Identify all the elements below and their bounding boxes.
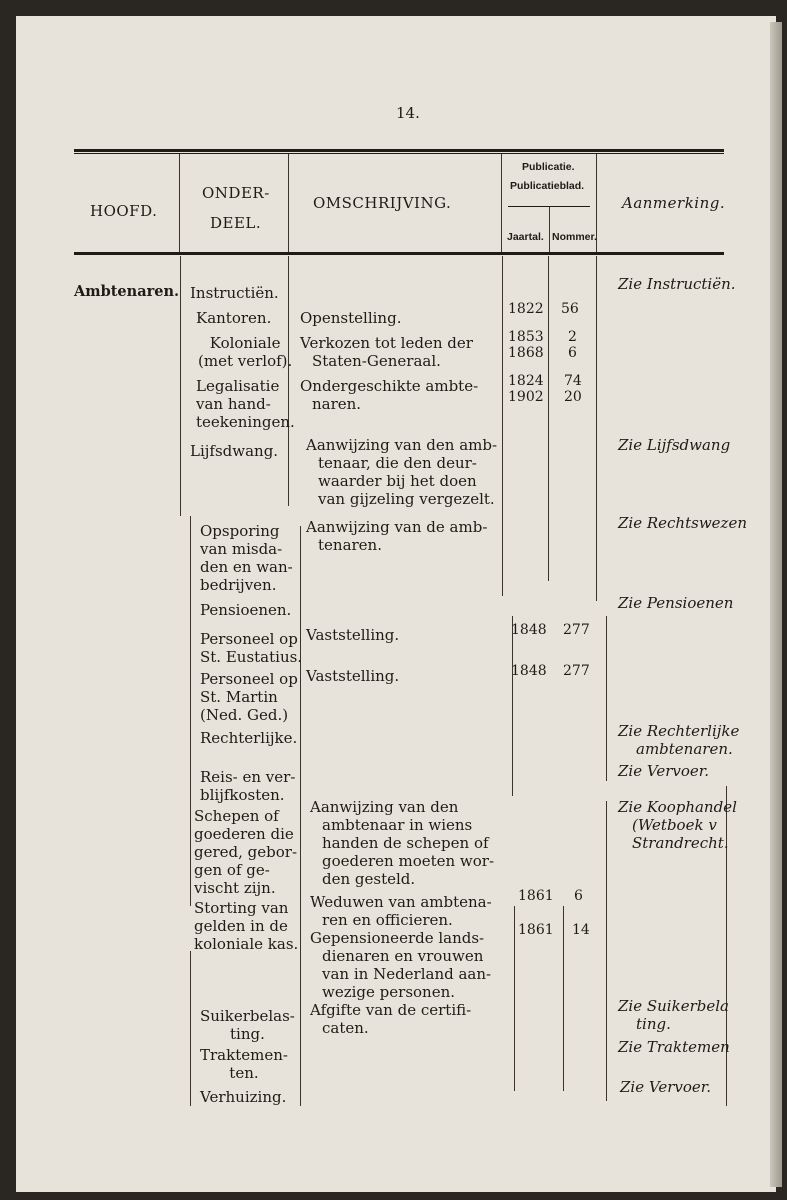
sub-eustatius: Personeel op St. Eustatius. (200, 630, 303, 666)
remark-pensioenen: Zie Pensioenen (618, 594, 734, 612)
year-eustatius: 1848 (511, 622, 547, 638)
header-top-rule (74, 149, 724, 152)
sub-storting: Storting van gelden in de koloniale kas. (194, 899, 299, 953)
year-storting-2: 1861 (518, 922, 554, 938)
header-jaartal: Jaartal. (507, 231, 544, 243)
remark-lijfsdwang: Zie Lijfsdwang (618, 436, 731, 454)
no-martin: 277 (563, 663, 590, 679)
no-legalisatie: 74 20 (564, 373, 582, 405)
year-kantoren: 1822 (508, 301, 544, 317)
remark-traktementen: Zie Traktemen (618, 1038, 730, 1056)
header-publicatieblad: Publicatieblad. (510, 180, 585, 192)
desc-suikerbelasting: Afgifte van de certifi- caten. (310, 1001, 472, 1037)
sub-traktementen: Traktemen- ten. (200, 1046, 288, 1082)
year-koloniale: 1853 1868 (508, 329, 544, 361)
remark-suikerbelasting: Zie Suikerbela ting. (618, 997, 729, 1033)
sub-rechterlijke: Rechterlijke. (200, 729, 298, 747)
remark-rechterlijke: Zie Rechterlijke ambtenaren. (618, 722, 740, 758)
header-hoofd: HOOFD. (90, 202, 158, 220)
sub-legalisatie: Legalisatie van hand- teekeningen. (196, 377, 295, 431)
no-kantoren: 56 (561, 301, 579, 317)
desc-storting-weduwen: Weduwen van ambtena- ren en officieren. (310, 893, 492, 929)
desc-kantoren: Openstelling. (300, 309, 402, 327)
desc-lijfsdwang: Aanwijzing van den amb- tenaar, die den deur- waarder bij het doen van gijzeling vergezelt. (306, 436, 498, 508)
no-storting-1: 6 (574, 888, 583, 904)
page-edge (770, 22, 782, 1187)
page-number: 14. (396, 104, 420, 122)
desc-koloniale: Verkozen tot leden der Staten-Generaal. (300, 334, 473, 370)
desc-eustatius: Vaststelling. (306, 626, 400, 644)
desc-schepen: Aanwijzing van den ambtenaar in wiens handen de schepen of goederen moeten wor- den gesteld. (310, 798, 495, 888)
no-eustatius: 277 (563, 622, 590, 638)
year-legalisatie: 1824 1902 (508, 373, 544, 405)
header-onderdeel-2: DEEL. (210, 214, 262, 232)
remark-instructien: Zie Instructiën. (618, 275, 736, 293)
document-page (16, 16, 776, 1192)
sub-suikerbelasting: Suikerbelas- ting. (200, 1007, 295, 1043)
year-storting-1: 1861 (518, 888, 554, 904)
remark-reis: Zie Vervoer. (618, 762, 710, 780)
desc-storting-gepensioneerde: Gepensioneerde lands- dienaren en vrouwen van in Nederland aan- wezige personen. (310, 929, 492, 1001)
sub-verhuizing: Verhuizing. (200, 1088, 287, 1106)
year-martin: 1848 (511, 663, 547, 679)
remark-verhuizing: Zie Vervoer. (620, 1078, 712, 1096)
header-onderdeel-1: ONDER- (202, 184, 270, 202)
sub-koloniale: Koloniale (met verlof). (198, 334, 293, 370)
header-omschrijving: OMSCHRIJVING. (313, 194, 452, 212)
header-publicatie: Publicatie. (522, 161, 575, 173)
sub-lijfsdwang: Lijfsdwang. (190, 442, 279, 460)
header-nommer: Nommer. (552, 231, 597, 243)
desc-legalisatie: Ondergeschikte ambte- naren. (300, 377, 479, 413)
desc-opsporing: Aanwijzing van de amb- tenaren. (306, 518, 488, 554)
sub-reis: Reis- en ver- blijfkosten. (200, 768, 296, 804)
no-koloniale: 2 6 (568, 329, 577, 361)
sub-instructien: Instructiën. (190, 284, 279, 302)
sub-schepen: Schepen of goederen die gered, gebor- gen of ge- vischt zijn. (194, 807, 298, 897)
header-bottom-rule (74, 252, 724, 255)
sub-martin: Personeel op St. Martin (Ned. Ged.) (200, 670, 298, 724)
sub-pensioenen: Pensioenen. (200, 601, 292, 619)
desc-martin: Vaststelling. (306, 667, 400, 685)
remark-opsporing: Zie Rechtswezen (618, 514, 747, 532)
header-aanmerking: Aanmerking. (622, 194, 726, 212)
sub-opsporing: Opsporing van misda- den en wan- bedrijven. (200, 522, 293, 594)
sub-kantoren: Kantoren. (196, 309, 272, 327)
main-heading: Ambtenaren. (74, 283, 180, 300)
remark-schepen: Zie Koophandel (Wetboek v Strandrecht. (618, 798, 737, 852)
no-storting-2: 14 (572, 922, 590, 938)
